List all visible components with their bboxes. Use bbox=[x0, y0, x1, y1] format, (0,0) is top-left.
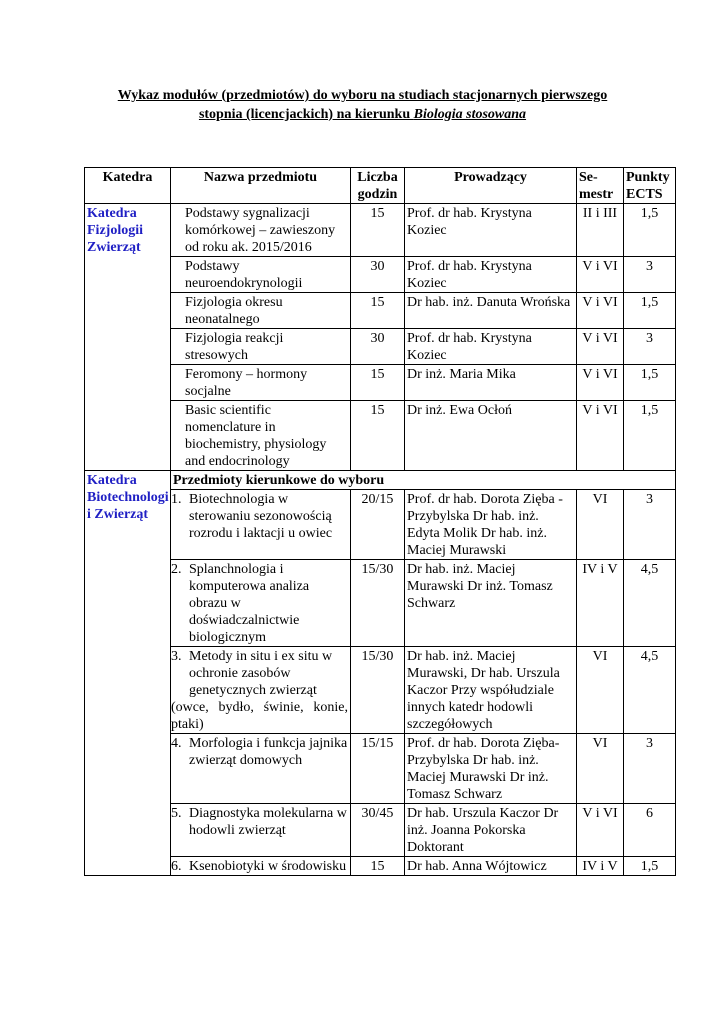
subject-semester: IV i V bbox=[577, 857, 624, 876]
subject-name: Basic scientific nomenclature in biochemistry, physiology and endocrinology bbox=[171, 401, 351, 471]
subject-name: Biotechnologia w sterowaniu sezonowością rozrodu i laktacji u owiec bbox=[189, 492, 333, 541]
subject-semester: V i VI bbox=[577, 329, 624, 365]
subject-ects: 3 bbox=[624, 734, 676, 804]
subject-teacher: Dr hab. inż. Maciej Murawski Dr inż. Tomasz Schwarz bbox=[405, 560, 577, 647]
table-row bbox=[85, 257, 676, 293]
header-katedra: Katedra bbox=[85, 168, 171, 204]
subject-hours: 30 bbox=[351, 329, 405, 365]
subject-name: Fizjologia reakcji stresowych bbox=[171, 329, 351, 365]
subject-semester: II i III bbox=[577, 204, 624, 257]
subject-hours: 15/30 bbox=[351, 560, 405, 647]
subject-name-cell bbox=[171, 647, 351, 734]
subject-semester: VI bbox=[577, 734, 624, 804]
subject-name: Feromony – hormony socjalne bbox=[171, 365, 351, 401]
subject-teacher: Prof. dr hab. Dorota Zięba-Przybylska Dr hab. inż. Maciej Murawski Dr inż. Tomasz Schwarz bbox=[405, 734, 577, 804]
subject-teacher: Prof. dr hab. Dorota Zięba -Przybylska Dr hab. inż. Edyta Molik Dr hab. inż. Maciej Murawski bbox=[405, 490, 577, 560]
subject-ects: 3 bbox=[624, 490, 676, 560]
subject-name-extra: (owce, bydło, świnie, konie, ptaki) bbox=[171, 700, 348, 732]
subject-ects: 1,5 bbox=[624, 401, 676, 471]
subject-name: Ksenobiotyki w środowisku bbox=[189, 859, 347, 874]
table-row bbox=[85, 365, 676, 401]
subject-ects: 3 bbox=[624, 329, 676, 365]
subject-number: 4. bbox=[171, 736, 182, 751]
subject-semester: V i VI bbox=[577, 401, 624, 471]
document-title bbox=[60, 86, 665, 124]
subject-name-cell bbox=[171, 804, 351, 857]
subject-name-cell bbox=[171, 490, 351, 560]
subject-ects: 6 bbox=[624, 804, 676, 857]
subject-name-cell bbox=[171, 734, 351, 804]
subject-number: 2. bbox=[171, 562, 182, 577]
subject-name: Morfologia i funkcja jajnika zwierząt domowych bbox=[189, 736, 348, 768]
subject-hours: 15 bbox=[351, 293, 405, 329]
table-row bbox=[85, 647, 676, 734]
subject-name: Splanchnologia i komputerowa analiza obrazu w doświadczalnictwie biologicznym bbox=[189, 562, 310, 645]
title-line-2-prefix: stopnia (licencjackich) na kierunku bbox=[198, 107, 414, 122]
subject-number: 5. bbox=[171, 806, 182, 821]
subject-teacher: Prof. dr hab. Krystyna Koziec bbox=[405, 204, 577, 257]
subject-semester: V i VI bbox=[577, 365, 624, 401]
header-nazwa: Nazwa przedmiotu bbox=[171, 168, 351, 204]
subject-hours: 15/15 bbox=[351, 734, 405, 804]
header-prowadzacy: Prowadzący bbox=[405, 168, 577, 204]
table-row bbox=[85, 804, 676, 857]
subject-hours: 15 bbox=[351, 365, 405, 401]
subject-name-cell bbox=[171, 857, 351, 876]
subject-name-cell bbox=[171, 560, 351, 647]
subject-number: 3. bbox=[171, 649, 182, 664]
subject-ects: 1,5 bbox=[624, 204, 676, 257]
subject-ects: 3 bbox=[624, 257, 676, 293]
subject-teacher: Prof. dr hab. Krystyna Koziec bbox=[405, 257, 577, 293]
subject-teacher: Dr inż. Ewa Ocłoń bbox=[405, 401, 577, 471]
subject-hours: 15 bbox=[351, 401, 405, 471]
subject-name: Metody in situ i ex situ w ochronie zasobów genetycznych zwierząt bbox=[189, 649, 333, 698]
subject-teacher: Dr hab. inż. Maciej Murawski, Dr hab. Urszula Kaczor Przy współudziale innych katedr hodowli szczegółowych bbox=[405, 647, 577, 734]
subject-number: 6. bbox=[171, 859, 182, 874]
subject-ects: 4,5 bbox=[624, 647, 676, 734]
subject-teacher: Dr hab. inż. Danuta Wrońska bbox=[405, 293, 577, 329]
table-row bbox=[85, 734, 676, 804]
subheading-kierunkowe: Przedmioty kierunkowe do wyboru bbox=[171, 471, 676, 490]
subject-name: Diagnostyka molekularna w hodowli zwierząt bbox=[189, 806, 347, 838]
subject-semester: VI bbox=[577, 490, 624, 560]
table-row bbox=[85, 401, 676, 471]
subject-name: Podstawy sygnalizacji komórkowej – zawieszony od roku ak. 2015/2016 bbox=[171, 204, 351, 257]
table-row bbox=[85, 857, 676, 876]
subject-semester: IV i V bbox=[577, 560, 624, 647]
modules-table bbox=[84, 167, 676, 876]
subject-ects: 4,5 bbox=[624, 560, 676, 647]
title-line-2 bbox=[60, 105, 665, 124]
subject-semester: V i VI bbox=[577, 293, 624, 329]
title-line-1: Wykaz modułów (przedmiotów) do wyboru na studiach stacjonarnych pierwszego bbox=[117, 88, 608, 103]
table-row bbox=[85, 329, 676, 365]
subject-hours: 15/30 bbox=[351, 647, 405, 734]
subject-hours: 30/45 bbox=[351, 804, 405, 857]
subject-number: 1. bbox=[171, 492, 182, 507]
subject-teacher: Prof. dr hab. Krystyna Koziec bbox=[405, 329, 577, 365]
header-punkty: Punkty ECTS bbox=[624, 168, 676, 204]
subject-teacher: Dr hab. Urszula Kaczor Dr inż. Joanna Pokorska Doktorant bbox=[405, 804, 577, 857]
subject-name: Podstawy neuroendokrynologii bbox=[171, 257, 351, 293]
table-row bbox=[85, 560, 676, 647]
subject-name: Fizjologia okresu neonatalnego bbox=[171, 293, 351, 329]
table-header-row bbox=[85, 168, 676, 204]
subject-hours: 20/15 bbox=[351, 490, 405, 560]
table-row bbox=[85, 204, 676, 257]
subject-hours: 15 bbox=[351, 204, 405, 257]
header-liczba: Liczba godzin bbox=[351, 168, 405, 204]
table-row bbox=[85, 293, 676, 329]
dept-biotechnologii-cell: Katedra Biotechnologi i Zwierząt bbox=[85, 471, 171, 876]
subject-semester: V i VI bbox=[577, 257, 624, 293]
table-row bbox=[85, 490, 676, 560]
subject-ects: 1,5 bbox=[624, 365, 676, 401]
subject-teacher: Dr hab. Anna Wójtowicz bbox=[405, 857, 577, 876]
subject-teacher: Dr inż. Maria Mika bbox=[405, 365, 577, 401]
dept-fizjologii-cell: Katedra Fizjologii Zwierząt bbox=[85, 204, 171, 471]
subject-hours: 15 bbox=[351, 857, 405, 876]
subject-semester: VI bbox=[577, 647, 624, 734]
subject-ects: 1,5 bbox=[624, 857, 676, 876]
table-row bbox=[85, 471, 676, 490]
header-semestr: Se-mestr bbox=[577, 168, 624, 204]
subject-hours: 30 bbox=[351, 257, 405, 293]
subject-semester: V i VI bbox=[577, 804, 624, 857]
subject-ects: 1,5 bbox=[624, 293, 676, 329]
title-line-2-italic: Biologia stosowana bbox=[413, 107, 527, 122]
